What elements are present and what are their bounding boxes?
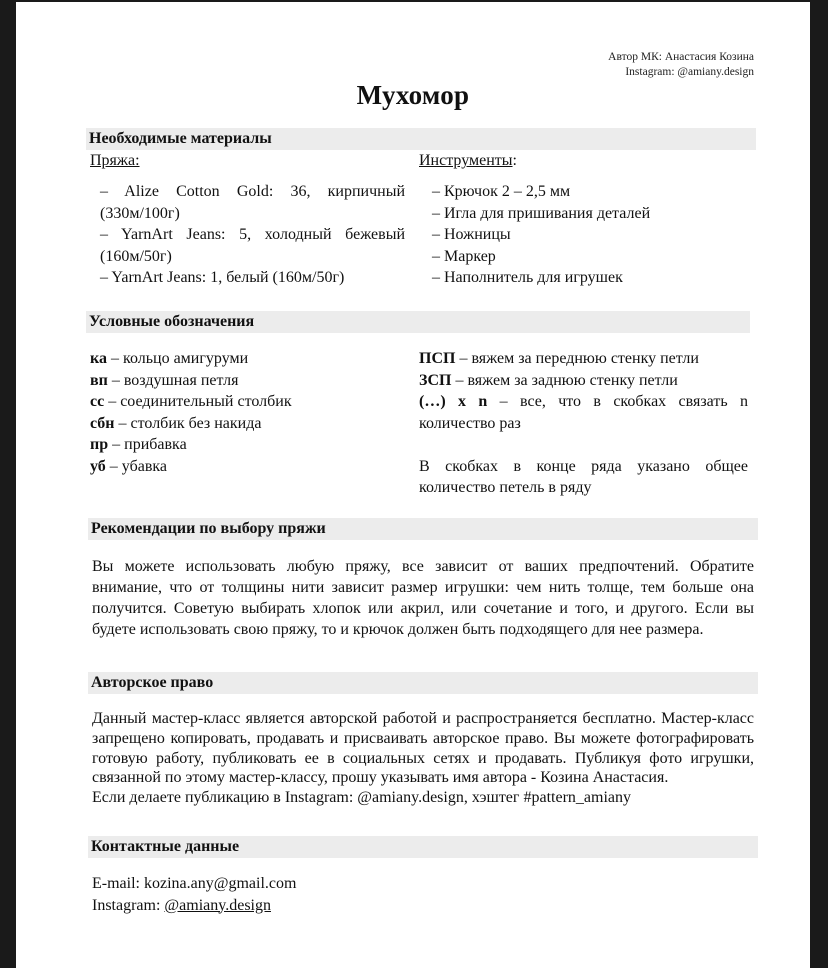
recommendations-paragraph: Вы можете использовать любую пряжу, все зависит от ваших предпочтений. Обратите внимание, что от толщины нити зависит размер игрушки: чем нить толще, тем больше она получится. Советую выбирать хлопок или акрил, или сочетание и того, и другого. Если вы будете использовать свою пряжу, то и крючок должен быть подходящего для нее размера. (92, 558, 754, 638)
legend-item (419, 348, 748, 370)
legend-abbr: пр (90, 436, 109, 453)
legend-item (419, 370, 748, 392)
contacts-heading: Контактные данные (88, 836, 758, 858)
legend-note: В скобках в конце ряда указано общее количество петель в ряду (419, 457, 748, 496)
tool-item: – Крючок 2 – 2,5 мм (432, 183, 571, 200)
legend-left (90, 348, 410, 477)
copyright-paragraph: Данный мастер-класс является авторской работой и распространяется бесплатно. Мастер-класс запрещено копировать, продавать и присваивать авторское право. Вы можете фотографировать готовую работу, публиковать ее в социальных сетях и продавать. Публикуя фото игрушки, связанной по этому мастер-классу, прошу указывать имя автора - Козина Анастасия. (92, 710, 754, 787)
legend-abbr: (…) x n (419, 393, 488, 410)
legend-abbr: вп (90, 371, 108, 389)
tool-item: – Наполнитель для игрушек (432, 269, 623, 286)
legend-abbr: сбн (90, 414, 115, 432)
instagram-link[interactable]: @amiany.design (164, 896, 271, 914)
legend-item (90, 348, 410, 370)
copyright-heading: Авторское право (88, 672, 758, 694)
legend-abbr: ка (90, 350, 107, 367)
yarn-label-text: Пряжа: (90, 152, 140, 169)
legend-abbr: сс (90, 393, 105, 410)
legend-desc: – убавка (105, 457, 168, 475)
yarn-item: – Alize Cotton Gold: 36, кирпичный (330м/100г) (100, 183, 405, 222)
tool-item: – Маркер (432, 247, 496, 265)
contact-instagram (92, 895, 296, 917)
author-block (608, 50, 754, 80)
materials-heading: Необходимые материалы (86, 128, 756, 150)
tool-item: – Ножницы (432, 226, 511, 243)
legend-right (419, 348, 748, 499)
legend-item (90, 391, 410, 413)
legend-abbr: уб (90, 457, 106, 475)
yarn-label (90, 150, 140, 172)
legend-desc: – соединительный столбик (104, 393, 292, 410)
yarn-list (100, 181, 405, 289)
contact-instagram-label: Instagram: (92, 896, 165, 914)
legend-item (90, 413, 410, 435)
legend-item (419, 391, 748, 434)
legend-desc: – вяжем за переднюю стенку петли (455, 350, 699, 367)
legend-desc: – прибавка (108, 436, 187, 453)
tool-item: – Игла для пришивания деталей (432, 204, 651, 222)
legend-heading: Условные обозначения (86, 311, 750, 333)
copyright-instagram-line: Если делаете публикацию в Instagram: @amiany.design, хэштег #pattern_amiany (92, 789, 631, 807)
legend-desc: – все, что в скобках связать n количество раз (419, 393, 748, 432)
document-page (16, 2, 810, 968)
legend-abbr: ПСП (419, 350, 456, 367)
author-instagram: Instagram: @amiany.design (625, 66, 754, 78)
legend-desc: – кольцо амигуруми (106, 350, 249, 367)
contacts-block (92, 873, 296, 916)
tools-list (432, 181, 752, 289)
tools-label-text: Инструменты (419, 152, 513, 169)
legend-desc: – столбик без накида (114, 414, 262, 432)
legend-desc: – вяжем за заднюю стенку петли (451, 371, 678, 389)
yarn-item: – YarnArt Jeans: 1, белый (160м/50г) (100, 269, 345, 286)
copyright-text (92, 709, 754, 808)
yarn-item: – YarnArt Jeans: 5, холодный бежевый (160м/50г) (100, 226, 405, 265)
recommendations-text (92, 556, 754, 640)
legend-item (90, 456, 410, 478)
legend-item (90, 370, 410, 392)
author-name: Автор МК: Анастасия Козина (608, 51, 754, 63)
tools-label-colon: : (512, 152, 517, 169)
contact-email: E-mail: kozina.any@gmail.com (92, 875, 297, 892)
legend-spacer (419, 434, 748, 456)
legend-desc: – воздушная петля (107, 371, 239, 389)
legend-item (90, 434, 410, 456)
legend-abbr: ЗСП (419, 371, 452, 389)
recommendations-heading: Рекомендации по выбору пряжи (88, 518, 758, 540)
tools-label (419, 150, 517, 172)
page-title: Мухомор (356, 80, 470, 110)
